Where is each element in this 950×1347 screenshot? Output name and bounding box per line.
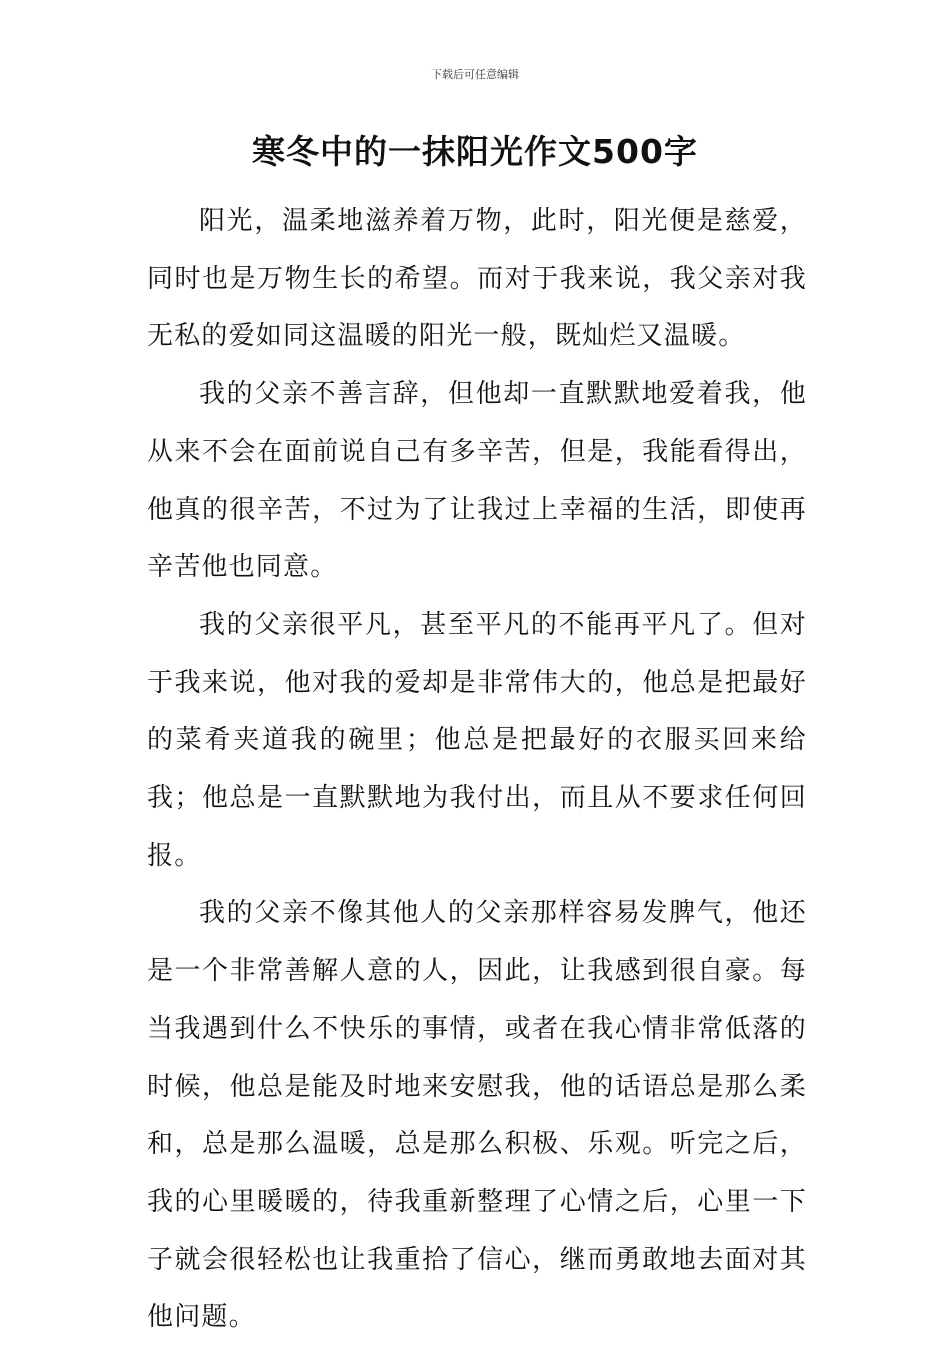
header-note: 下载后可任意编辑 [431,68,519,81]
paragraph: 我的父亲不善言辞，但他却一直默默地爱着我，他从来不会在面前说自己有多辛苦，但是，我能看得出，他真的很辛苦，不过为了让我过上幸福的生活，即使再辛苦他也同意。 [147,379,807,583]
paragraph: 我的父亲很平凡，甚至平凡的不能再平凡了。但对于我来说，他对我的爱却是非常伟大的，他总是把最好的菜肴夹道我的碗里；他总是把最好的衣服买回来给我；他总是一直默默地为我付出，而且从不要求任何回报。 [147,609,807,871]
paragraph: 我的父亲不像其他人的父亲那样容易发脾气，他还是一个非常善解人意的人，因此，让我感到很自豪。每当我遇到什么不快乐的事情，或者在我心情非常低落的时候，他总是能及时地来安慰我，他的话语总是那么柔和，总是那么温暖，总是那么积极、乐观。听完之后，我的心里暖暖的，待我重新整理了心情之后，心里一下子就会很轻松也让我重拾了信心，继而勇敢地去面对其他问题。 [147,898,807,1333]
paragraph: 阳光，温柔地滋养着万物，此时，阳光便是慈爱，同时也是万物生长的希望。而对于我来说，我父亲对我无私的爱如同这温暖的阳光一般，既灿烂又温暖。 [147,206,807,352]
document-title: 寒冬中的一抹阳光作文500字 [252,132,698,171]
document-body [147,193,807,1347]
